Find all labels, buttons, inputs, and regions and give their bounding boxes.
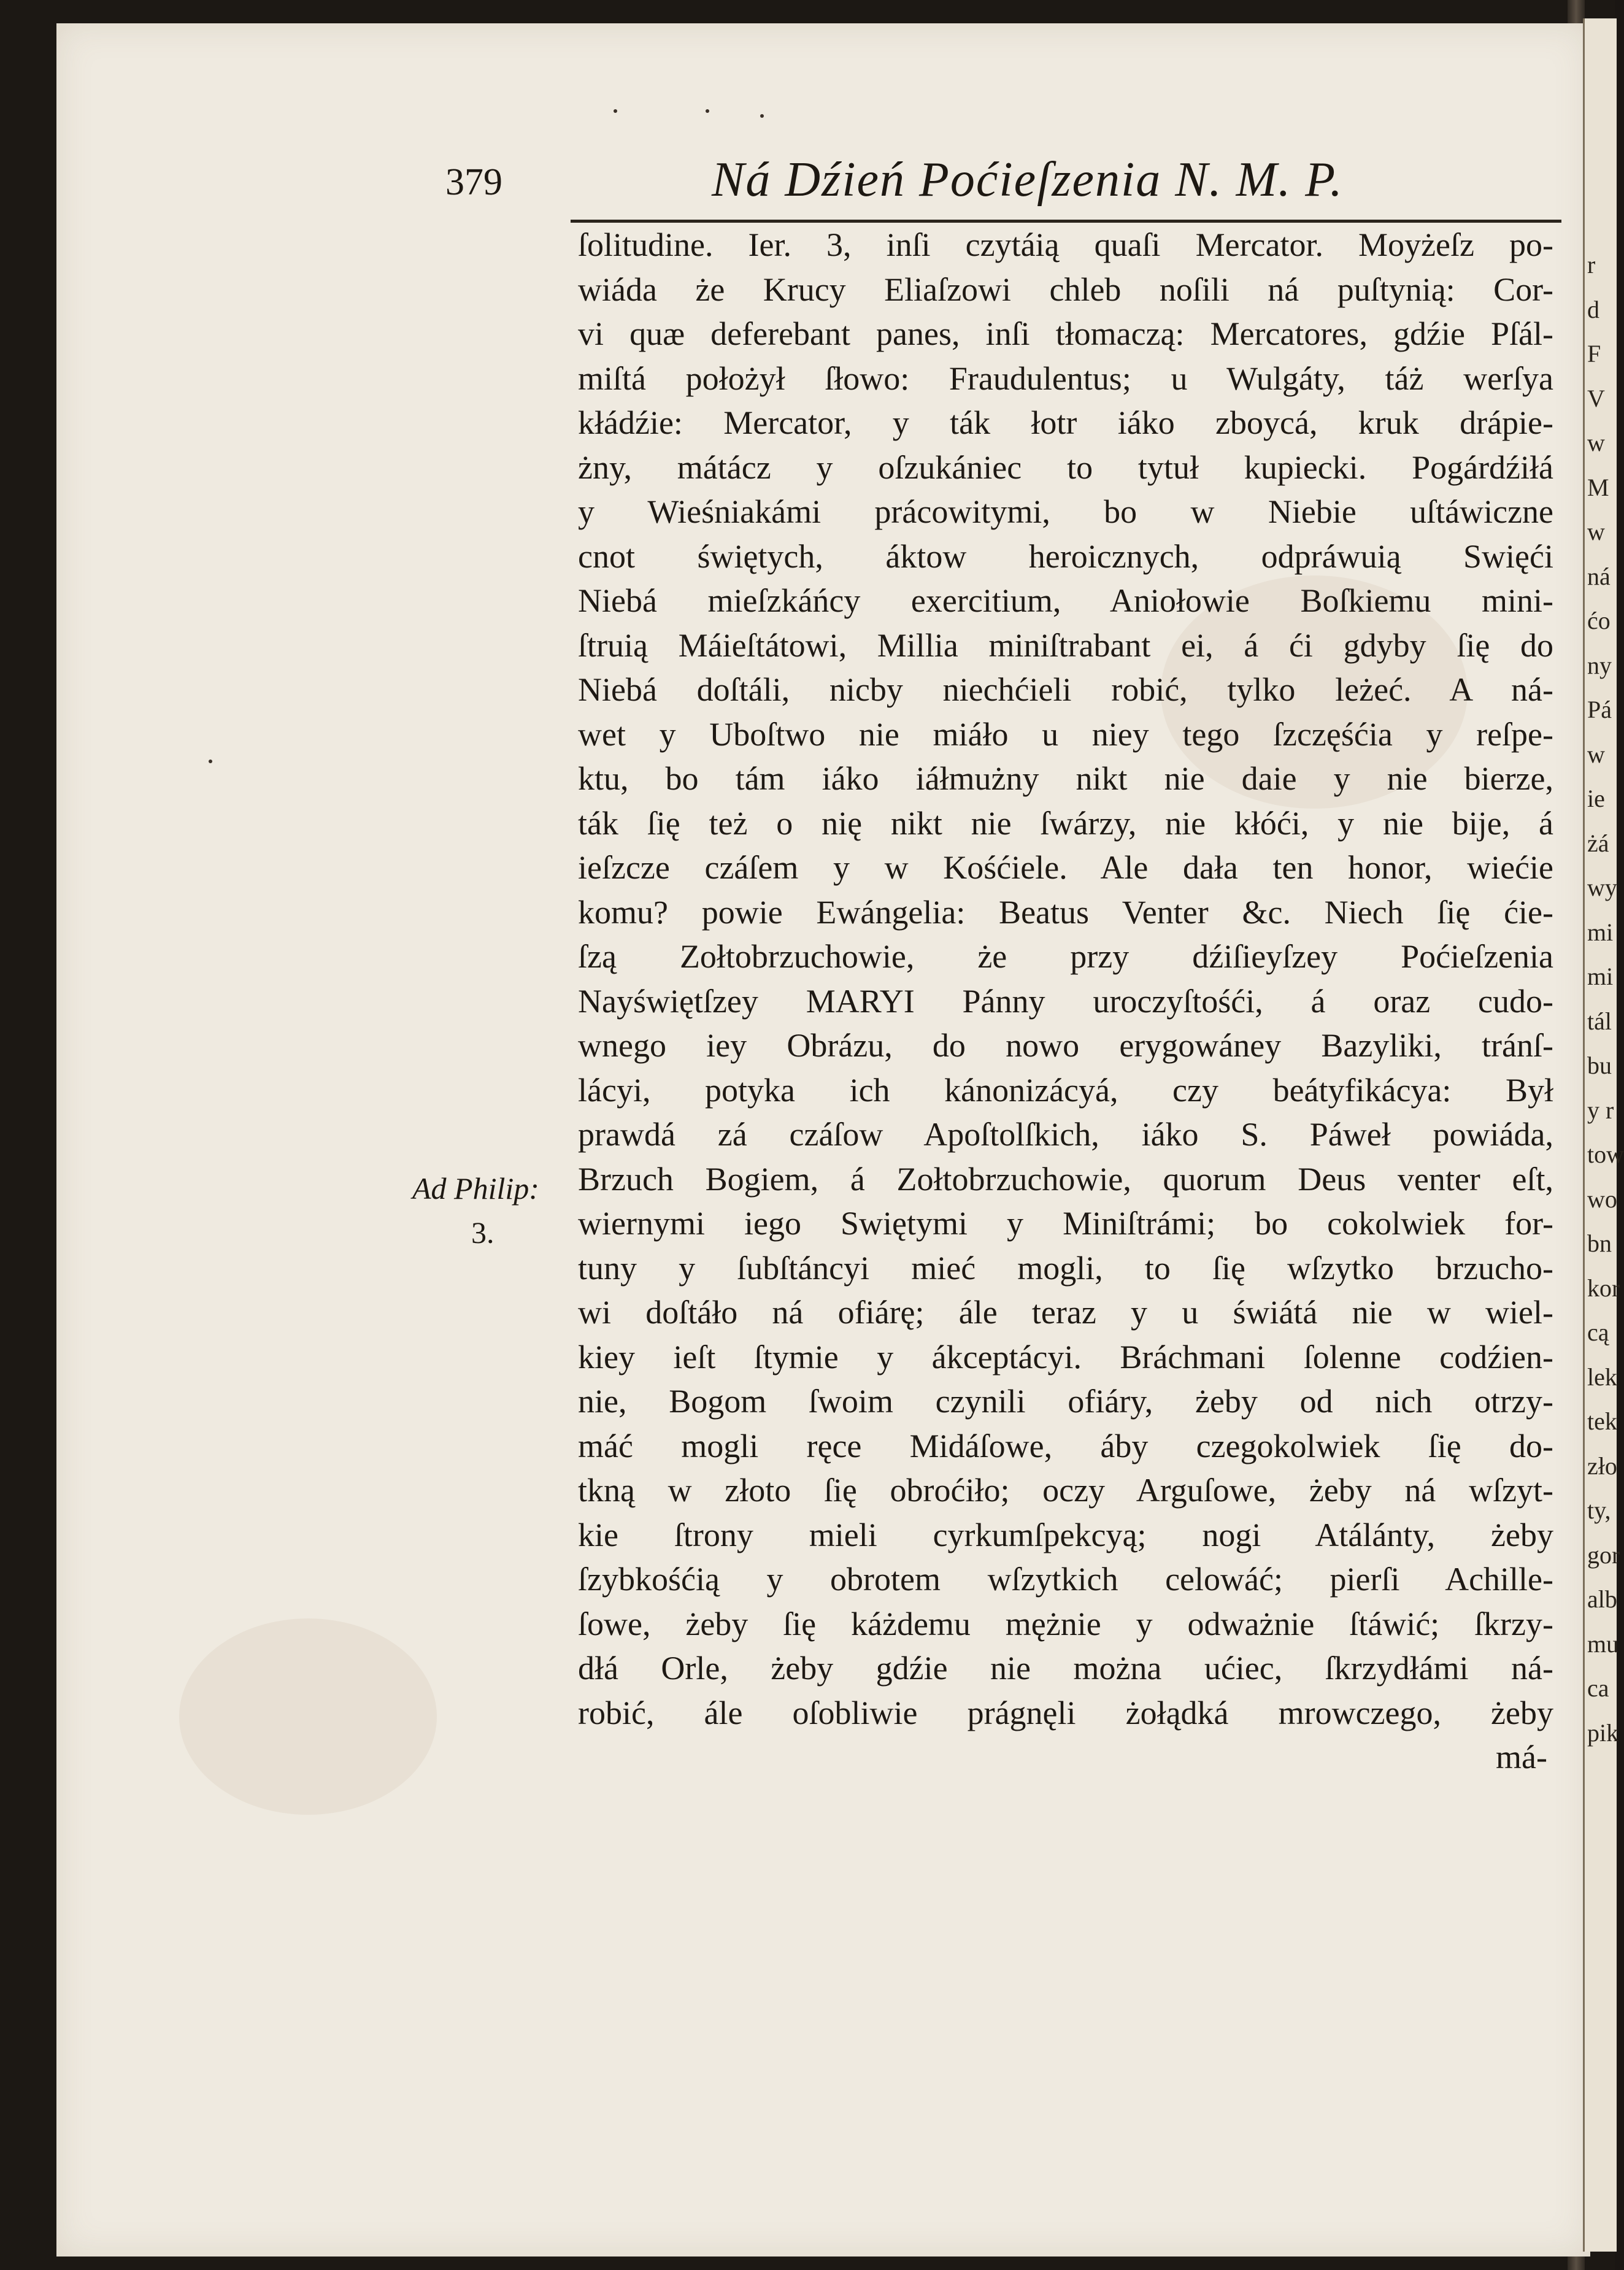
text-line: vi quæ deferebant panes, inſi tłomaczą: Mercatores, gdźie Pſál-: [578, 315, 1553, 352]
text-line: ieſzcze czáſem y w Kośćiele. Ale dała ten honor, wiećie: [578, 849, 1553, 886]
adjacent-page-fragment: gor: [1587, 1541, 1620, 1569]
text-line: wiáda że Krucy Eliaſzowi chleb noſili ná puſtynią: Cor-: [578, 271, 1553, 308]
text-line: komu? powie Ewángelia: Beatus Venter &c. Niech ſię ćie-: [578, 893, 1553, 931]
text-line: żny, mátácz y oſzukániec to tytuł kupiecki. Pogárdźiłá: [578, 448, 1553, 486]
text-line: ſzą Zołtobrzuchowie, że przy dźiſieyſzey Poćieſzenia: [578, 938, 1553, 975]
adjacent-page-fragment: w: [1587, 429, 1605, 456]
text-line: kiey ieſt ſtymie y ákceptácyi. Bráchmani ſolenne codźien-: [578, 1338, 1553, 1375]
text-line: ſzybkośćią y obrotem wſzytkich celowáć; pierſi Achille-: [578, 1561, 1553, 1598]
text-line: Brzuch Bogiem, á Zołtobrzuchowie, quorum Deus venter eſt,: [578, 1160, 1553, 1198]
adjacent-page-fragment: ny: [1587, 651, 1612, 679]
margin-note-chapter: 3.: [471, 1215, 495, 1250]
adjacent-page-fragment: d: [1587, 295, 1599, 323]
text-line: wnego iey Obrázu, do nowo erygowáney Bazyliki, tránſ-: [578, 1027, 1553, 1064]
text-line: miſtá położył ſłowo: Fraudulentus; u Wulgáty, táż werſya: [578, 360, 1553, 397]
text-line: prawdá zá czáſow Apoſtolſkich, iáko S. Páweł powiáda,: [578, 1116, 1553, 1153]
text-line: ſtruią Máieſtátowi, Millia miniſtrabant ei, á ći gdyby ſię do: [578, 626, 1553, 664]
text-line: kie ſtrony mieli cyrkumſpekcyą; nogi Atálánty, żeby: [578, 1516, 1553, 1553]
paper-speck: [760, 114, 764, 118]
text-line: Niebá mieſzkáńcy exercitium, Aniołowie Boſkiemu mini-: [578, 582, 1553, 619]
adjacent-page-fragment: ca: [1587, 1674, 1609, 1702]
adjacent-page-fragment: alb: [1587, 1585, 1617, 1613]
paper-speck: [209, 760, 212, 763]
adjacent-page-fragment: ćo: [1587, 607, 1611, 634]
text-line: Nayświętſzey MARYI Pánny uroczyſtośći, á oraz cudo-: [578, 982, 1553, 1020]
adjacent-page-fragment: lek: [1587, 1363, 1617, 1391]
text-line: robić, ále oſobliwie prágnęli żołądká mrowczego, żeby: [578, 1694, 1553, 1731]
adjacent-page-fragment: tek: [1587, 1407, 1617, 1435]
adjacent-page-fragment: Pá: [1587, 696, 1612, 723]
adjacent-page-fragment: cą: [1587, 1318, 1609, 1346]
margin-note-reference: Ad Philip:: [412, 1171, 539, 1206]
adjacent-page-fragment: bn: [1587, 1229, 1612, 1257]
paper-speck: [614, 109, 617, 113]
paper-speck: [706, 109, 709, 113]
text-line: máć mogli ręce Midáſowe, áby czegokolwiek ſię do-: [578, 1427, 1553, 1464]
text-line: lácyi, potyka ich kánonizácyá, czy beátyfikácya: Był: [578, 1071, 1553, 1109]
text-line: Niebá doſtáli, nicby niechćieli robić, tylko leżeć. A ná-: [578, 671, 1553, 708]
adjacent-page-fragment: tow: [1587, 1141, 1624, 1168]
text-line: ſowe, żeby ſię káżdemu mężnie y odważnie ſtáwić; ſkrzy-: [578, 1605, 1553, 1642]
text-line: ſolitudine. Ier. 3, inſi czytáią quaſi Mercator. Moyżeſz po-: [578, 226, 1553, 263]
adjacent-page-fragment: mu: [1587, 1629, 1619, 1658]
body-text: [578, 223, 1553, 1780]
adjacent-page-fragment: mi: [1587, 963, 1614, 990]
adjacent-page-fragment: wy: [1587, 874, 1617, 901]
text-line: y Wieśniakámi prácowitymi, bo w Niebie uſtáwiczne: [578, 493, 1553, 530]
adjacent-page-fragment: y r: [1587, 1096, 1614, 1124]
text-line: cnot świętych, áktow heroicznych, odpráwuią Swięći: [578, 537, 1553, 575]
adjacent-page-fragment: r: [1587, 251, 1596, 279]
page-number: 379: [445, 161, 502, 203]
adjacent-page-fragment: tál: [1587, 1007, 1612, 1035]
adjacent-page-fragment: w: [1587, 740, 1605, 768]
adjacent-page-fragment: M: [1587, 473, 1609, 501]
adjacent-page-fragment: zło: [1587, 1452, 1617, 1480]
adjacent-page-fragment: ie: [1587, 785, 1605, 812]
adjacent-page-edge: [1583, 18, 1624, 2252]
adjacent-page-fragment: mi: [1587, 918, 1614, 946]
text-line: tuny y ſubſtáncyi mieć mogli, to ſię wſzytko brzucho-: [578, 1249, 1553, 1287]
adjacent-page-fragment: bu: [1587, 1052, 1612, 1079]
adjacent-page-fragment: pik: [1587, 1718, 1619, 1747]
text-line: tkną w złoto ſię obroćiło; oczy Arguſowe, żeby ná wſzyt-: [578, 1472, 1553, 1509]
text-line: wiernymi iego Swiętymi y Miniſtrámi; bo cokolwiek for-: [578, 1205, 1553, 1242]
text-line: wet y Uboſtwo nie miáło u niey tego ſzczęśćia y reſpe-: [578, 715, 1553, 753]
adjacent-page-fragment: ná: [1587, 562, 1611, 590]
adjacent-page-fragment: F: [1587, 340, 1601, 367]
adjacent-page-fragment: V: [1587, 384, 1605, 412]
paper-stain: [179, 1618, 437, 1815]
text-line: ktu, bo tám iáko iáłmużny nikt nie daie y nie bierze,: [578, 760, 1553, 797]
text-line: kłádźie: Mercator, y ták łotr iáko zboycá, kruk drápie-: [578, 404, 1553, 441]
running-head: Ná Dźień Poćieſzenia N. M. P.: [712, 153, 1344, 207]
text-line: ták ſię też o nię nikt nie ſwárzy, nie kłóći, y nie bije, á: [578, 804, 1553, 842]
adjacent-page-fragment: ty,: [1587, 1496, 1611, 1524]
text-line: dłá Orle, żeby gdźie nie można ućiec, ſkrzydłámi ná-: [578, 1650, 1553, 1687]
adjacent-page-fragment: żá: [1587, 829, 1609, 857]
adjacent-page-fragment: wo: [1587, 1185, 1617, 1213]
adjacent-page-fragment: w: [1587, 518, 1605, 545]
catchword: má-: [1496, 1739, 1547, 1776]
text-line: nie, Bogom ſwoim czynili ofiáry, żeby od nich otrzy-: [578, 1383, 1553, 1420]
text-line: wi doſtáło ná ofiárę; ále teraz y u świátá nie w wiel-: [578, 1294, 1553, 1331]
adjacent-page-fragment: kor: [1587, 1274, 1620, 1302]
